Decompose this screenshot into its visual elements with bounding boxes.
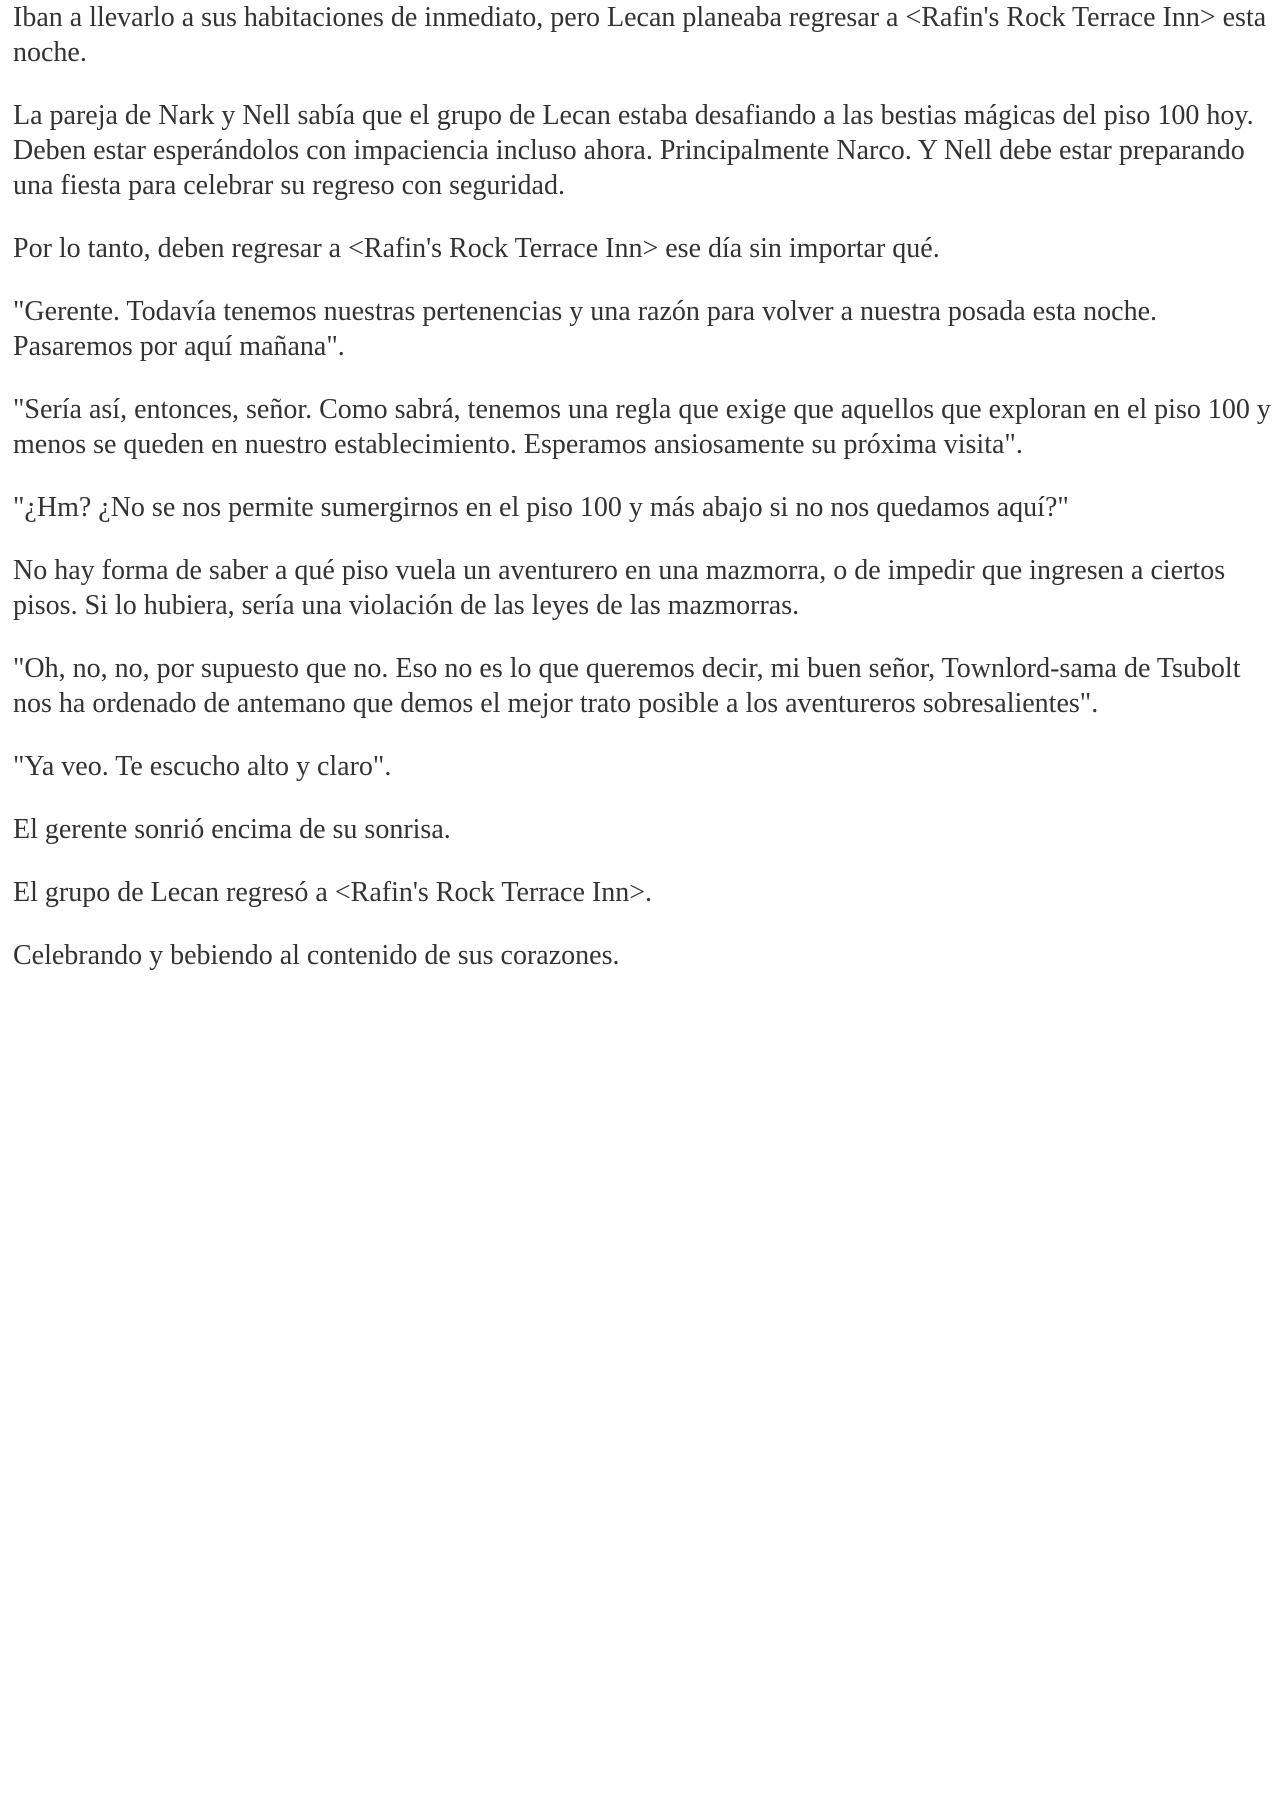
paragraph: Por lo tanto, deben regresar a <Rafin's Rock Terrace Inn> ese día sin importar qué. xyxy=(13,233,940,264)
paragraph: Celebrando y bebiendo al contenido de sus corazones. xyxy=(13,940,620,971)
paragraph: "Gerente. Todavía tenemos nuestras pertenencias y una razón para volver a nuestra posada esta noche. Pasaremos por aquí mañana". xyxy=(13,296,1158,362)
paragraph: "¿Hm? ¿No se nos permite sumergirnos en el piso 100 y más abajo si no nos quedamos aquí?" xyxy=(13,492,1069,523)
paragraph: El gerente sonrió encima de su sonrisa. xyxy=(13,814,451,845)
paragraph: El grupo de Lecan regresó a <Rafin's Rock Terrace Inn>. xyxy=(13,877,653,908)
paragraph: Iban a llevarlo a sus habitaciones de inmediato, pero Lecan planeaba regresar a <Rafin's Rock Terrace Inn> esta noche. xyxy=(13,2,1267,68)
document-body xyxy=(13,0,1271,1001)
paragraph: "Oh, no, no, por supuesto que no. Eso no es lo que queremos decir, mi buen señor, Townlord-sama de Tsubolt nos ha ordenado de antemano que demos el mejor trato posible a los aventureros sobresalientes". xyxy=(13,653,1241,719)
paragraph: "Ya veo. Te escucho alto y claro". xyxy=(13,751,392,782)
paragraph: La pareja de Nark y Nell sabía que el grupo de Lecan estaba desafiando a las bestias mágicas del piso 100 hoy. Deben estar esperándolos con impaciencia incluso ahora. Principalmente Narco. Y Nell debe estar preparando una fiesta para celebrar su regreso con seguridad. xyxy=(13,100,1254,201)
paragraph: "Sería así, entonces, señor. Como sabrá, tenemos una regla que exige que aquellos que exploran en el piso 100 y menos se queden en nuestro establecimiento. Esperamos ansiosamente su próxima visita". xyxy=(13,394,1271,460)
paragraph: No hay forma de saber a qué piso vuela un aventurero en una mazmorra, o de impedir que ingresen a ciertos pisos. Si lo hubiera, sería una violación de las leyes de las mazmorras. xyxy=(13,555,1226,621)
